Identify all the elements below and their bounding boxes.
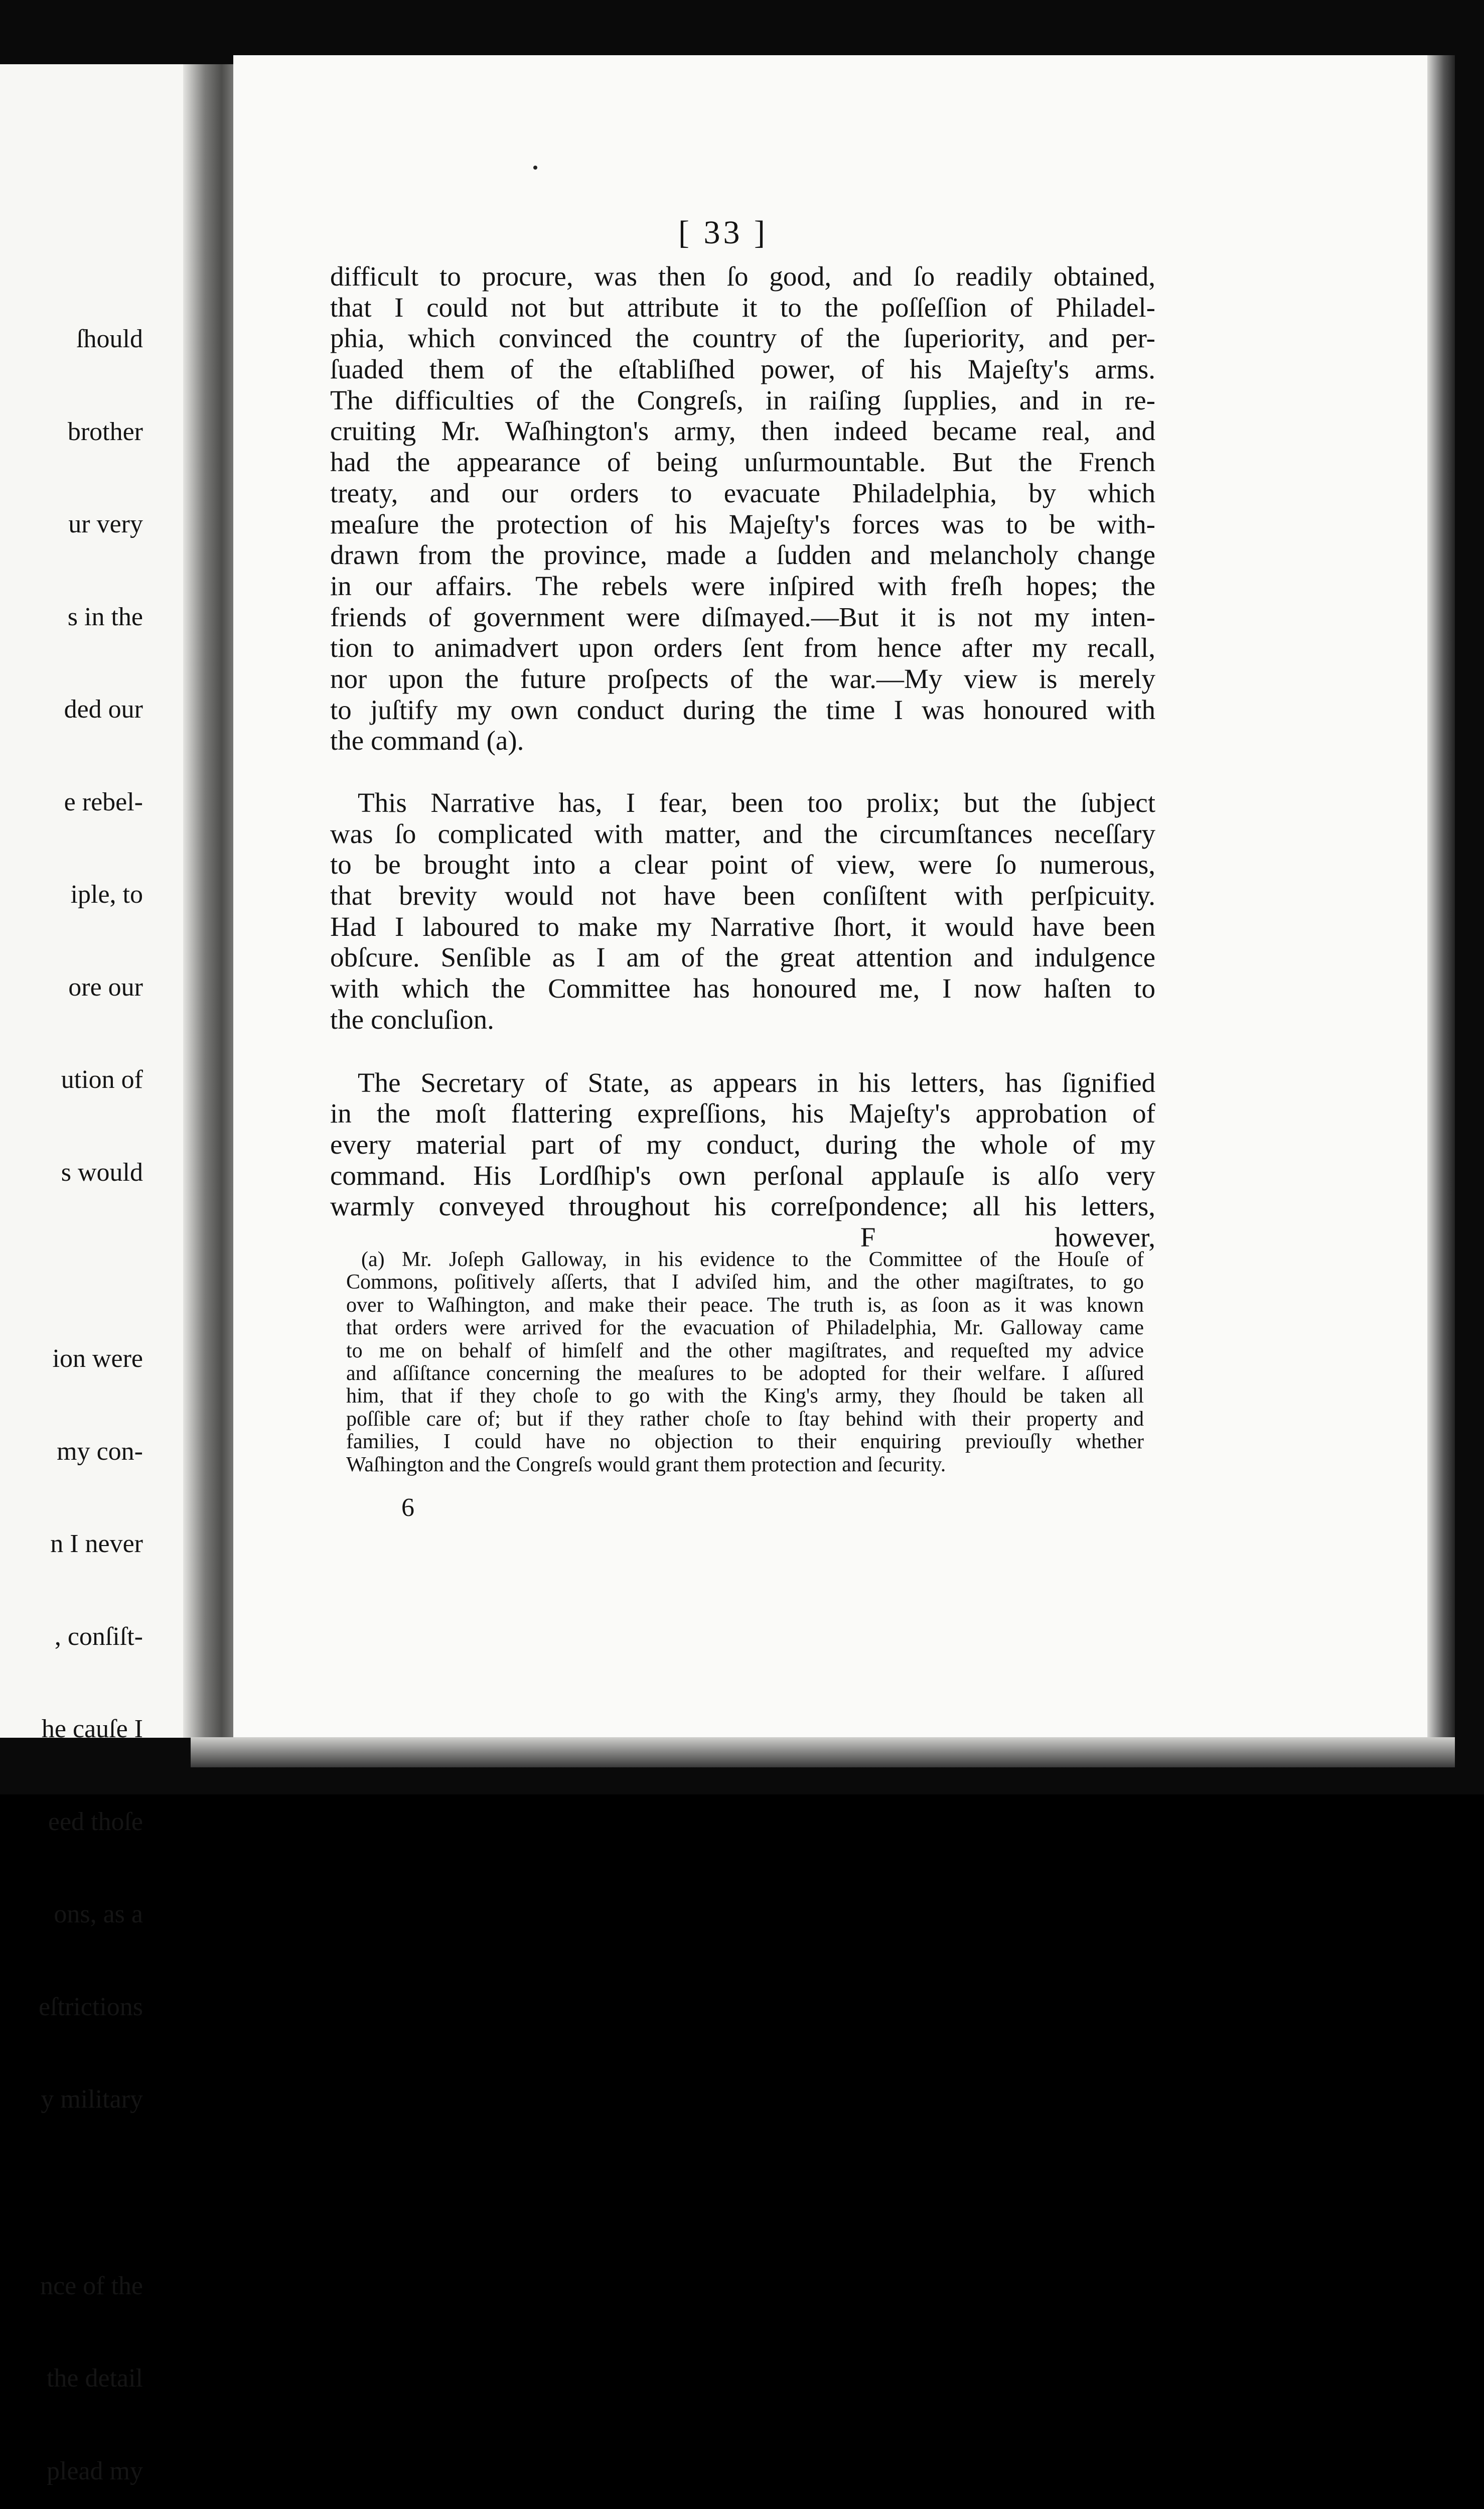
ink-speck — [533, 166, 537, 170]
left-line: ur very — [68, 510, 143, 538]
page-edge-shadow — [1427, 55, 1455, 1756]
footnote — [346, 1248, 1144, 1476]
text-line: difficult to procure, was then ſo good, and ſo readily obtained, — [330, 261, 1155, 292]
left-line: , conſiſt- — [54, 1622, 143, 1651]
left-line: eſtrictions — [39, 1992, 143, 2021]
footnote-line: Commons, poſitively aſſerts, that I adviſed him, and the other magiſtrates, to go — [346, 1271, 1144, 1294]
text-line: obſcure. Senſible as I am of the great attention and indulgence — [330, 942, 1155, 973]
catchword: however, — [1055, 1221, 1155, 1252]
footnote-line: families, I could have no objection to their enquiring previouſly whether — [346, 1430, 1144, 1454]
footnote-line: that orders were arrived for the evacuation of Philadelphia, Mr. Galloway came — [346, 1316, 1144, 1340]
left-line: ore our — [68, 972, 143, 1002]
left-line: n I never — [50, 1529, 143, 1558]
text-line: in our affairs. The rebels were inſpired with freſh hopes; the — [330, 570, 1155, 601]
catch-number: 6 — [401, 1493, 414, 1522]
page-number: [ 33 ] — [678, 214, 768, 251]
text-line: treaty, and our orders to evacuate Philadelphia, by which — [330, 477, 1155, 508]
left-line: ution of — [61, 1065, 143, 1094]
text-line: This Narrative has, I fear, been too prolix; but the ſubject — [358, 787, 1155, 818]
footnote-line: (a) Mr. Joſeph Galloway, in his evidence to the Committee of the Houſe of — [361, 1248, 1144, 1271]
text-line: The difficulties of the Congreſs, in raiſing ſupplies, and in re- — [330, 384, 1155, 415]
left-line: y military — [41, 2085, 143, 2114]
book-gutter — [183, 64, 238, 1738]
text-line: nor upon the future proſpects of the war.—My view is merely — [330, 663, 1155, 694]
left-line: the detail — [46, 2364, 143, 2393]
text-line: every material part of my conduct, during the whole of my — [330, 1129, 1155, 1160]
footnote-line: poſſible care of; but if they rather choſe to ſtay behind with their property and — [346, 1407, 1144, 1431]
left-page-text — [0, 262, 143, 2509]
text-line: the command (a). — [330, 725, 524, 756]
text-line: Had I laboured to make my Narrative ſhort, it would have been — [330, 911, 1155, 942]
text-line: command. His Lordſhip's own perſonal applauſe is alſo very — [330, 1160, 1155, 1191]
left-line: nce of the — [40, 2271, 143, 2300]
paragraph-1 — [330, 261, 1155, 756]
left-line: ſhould — [76, 325, 143, 353]
left-line: s would — [61, 1158, 143, 1187]
left-line: ded our — [64, 695, 143, 724]
text-line: phia, which convinced the country of the ſuperiority, and per- — [330, 323, 1155, 354]
left-line: iple, to — [70, 880, 143, 909]
left-gap — [0, 2177, 143, 2209]
left-line: plead my — [46, 2456, 143, 2485]
text-line: that brevity would not have been conſiſtent with perſpicuity. — [330, 880, 1155, 911]
body-text — [330, 261, 1155, 1253]
text-line: that I could not but attribute it to the poſſeſſion of Philadel- — [330, 292, 1155, 323]
left-gap — [0, 1249, 143, 1282]
left-line: brother — [67, 417, 143, 446]
text-line: warmly conveyed throughout his correſpondence; all his letters, — [330, 1191, 1155, 1222]
footnote-line: him, that if they choſe to go with the King's army, they ſhould be taken all — [346, 1384, 1144, 1408]
text-line: friends of government were diſmayed.—But it is not my inten- — [330, 601, 1155, 632]
text-line: meaſure the protection of his Majeſty's forces was to be with- — [330, 508, 1155, 539]
paragraph-3 — [330, 1067, 1155, 1222]
text-line: The Secretary of State, as appears in his letters, has ſignified — [358, 1067, 1155, 1098]
text-line: the concluſion. — [330, 1004, 494, 1035]
text-line: to be brought into a clear point of view, were ſo numerous, — [330, 849, 1155, 880]
text-line: in the moſt flattering expreſſions, his Majeſty's approbation of — [330, 1098, 1155, 1129]
text-line: ſuaded them of the eſtabliſhed power, of his Majeſty's arms. — [330, 354, 1155, 385]
footnote-line: Waſhington and the Congreſs would grant them protection and ſecurity. — [346, 1453, 946, 1476]
page-bottom-shadow — [191, 1737, 1455, 1767]
text-line: tion to animadvert upon orders ſent from hence after my recall, — [330, 632, 1155, 663]
footnote-line: to me on behalf of himſelf and the other magiſtrates, and requeſted my advice — [346, 1339, 1144, 1362]
signature-mark: F — [860, 1221, 876, 1252]
text-line: had the appearance of being unſurmountable. But the French — [330, 447, 1155, 478]
text-line: was ſo complicated with matter, and the circumſtances neceſſary — [330, 818, 1155, 849]
footnote-line: over to Waſhington, and make their peace. The truth is, as ſoon as it was known — [346, 1293, 1144, 1317]
left-line: ion were — [52, 1344, 143, 1373]
left-line: my con- — [57, 1437, 143, 1466]
text-line: drawn from the province, made a ſudden and melancholy change — [330, 539, 1155, 571]
left-line: ons, as a — [54, 1900, 143, 1928]
text-line: cruiting Mr. Waſhington's army, then indeed became real, and — [330, 415, 1155, 447]
text-line: with which the Committee has honoured me, I now haſten to — [330, 973, 1155, 1004]
footnote-line: and aſſiſtance concerning the meaſures to be adopted for their welfare. I aſſured — [346, 1361, 1144, 1385]
left-line: s in the — [67, 602, 143, 631]
left-line: eed thoſe — [48, 1807, 143, 1836]
left-line: he cauſe I — [41, 1715, 143, 1743]
text-line: to juſtify my own conduct during the time I was honoured with — [330, 694, 1155, 725]
left-line: e rebel- — [64, 787, 143, 816]
paragraph-2 — [330, 787, 1155, 1035]
